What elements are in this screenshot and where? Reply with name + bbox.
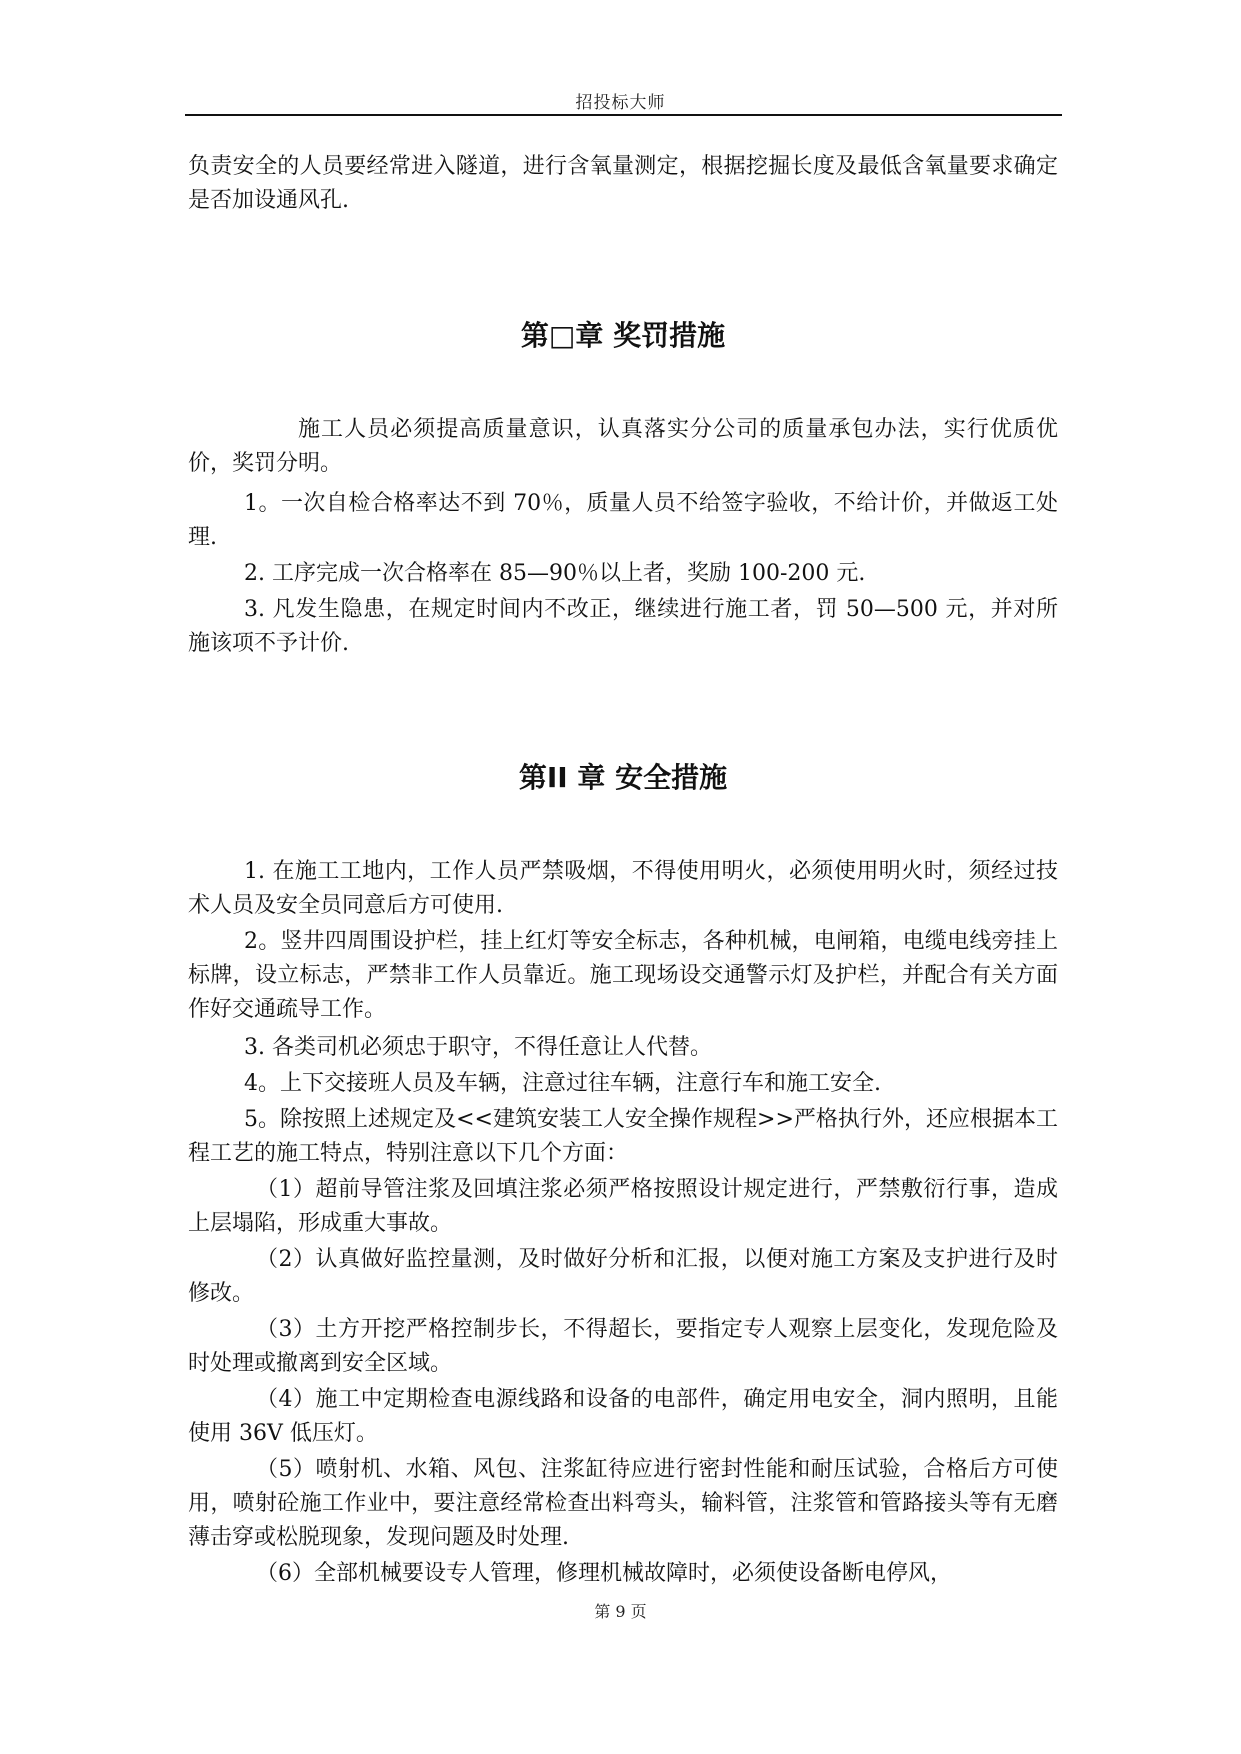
- safety-paragraph: 1. 在施工工地内，工作人员严禁吸烟，不得使用明火，必须使用明火时，须经过技术人员及安全员同意后方可使用.: [188, 859, 1058, 918]
- safety-paragraph: （6）全部机械要设专人管理，修理机械故障时，必须使设备断电停风，: [256, 1561, 952, 1586]
- safety-paragraph: （2）认真做好监控量测，及时做好分析和汇报，以便对施工方案及支护进行及时修改。: [188, 1247, 1058, 1306]
- chapter-heading-safety: 第II 章 安全措施: [518, 761, 728, 794]
- header-divider: [185, 114, 1062, 116]
- intro-paragraph: 负责安全的人员要经常进入隧道，进行含氧量测定，根据挖掘长度及最低含氧量要求确定是否加设通风孔.: [188, 154, 1058, 213]
- document-header-title: 招投标大师: [575, 93, 666, 113]
- safety-paragraph: （3）土方开挖严格控制步长，不得超长，要指定专人观察上层变化，发现危险及时处理或撤离到安全区域。: [188, 1317, 1058, 1376]
- safety-paragraph: 2。竖井四周围设护栏，挂上红灯等安全标志，各种机械，电闸箱，电缆电线旁挂上标牌，设立标志，严禁非工作人员靠近。施工现场设交通警示灯及护栏，并配合有关方面作好交通疏导工作。: [188, 929, 1058, 1022]
- rewards-paragraph: 3. 凡发生隐患，在规定时间内不改正，继续进行施工者，罚 50—500 元，并对所施该项不予计价.: [188, 597, 1058, 656]
- safety-paragraph: 3. 各类司机必须忠于职守，不得任意让人代替。: [244, 1035, 712, 1060]
- safety-paragraph: （1）超前导管注浆及回填注浆必须严格按照设计规定进行，严禁敷衍行事，造成上层塌陷，形成重大事故。: [188, 1177, 1058, 1236]
- safety-paragraph: （4）施工中定期检查电源线路和设备的电部件，确定用电安全，洞内照明，且能使用 36V 低压灯。: [188, 1387, 1058, 1446]
- safety-paragraph: （5）喷射机、水箱、风包、注浆缸待应进行密封性能和耐压试验，合格后方可使用，喷射砼施工作业中，要注意经常检查出料弯头，输料管，注浆管和管路接头等有无磨薄击穿或松脱现象，发现问题及时处理.: [188, 1457, 1058, 1550]
- rewards-paragraph: 2. 工序完成一次合格率在 85—90％以上者，奖励 100-200 元.: [244, 561, 866, 586]
- rewards-paragraph: 1。一次自检合格率达不到 70％，质量人员不给签字验收，不给计价，并做返工处理.: [188, 491, 1058, 550]
- page-number: 第 9 页: [594, 1602, 647, 1621]
- safety-paragraph: 5。除按照上述规定及<<建筑安装工人安全操作规程>>严格执行外，还应根据本工程工艺的施工特点，特别注意以下几个方面：: [188, 1107, 1058, 1166]
- safety-paragraph: 4。上下交接班人员及车辆，注意过往车辆，注意行车和施工安全.: [244, 1071, 881, 1096]
- chapter-heading-rewards: 第□章 奖罚措施: [520, 319, 726, 352]
- rewards-paragraph: 施工人员必须提高质量意识，认真落实分公司的质量承包办法，实行优质优价，奖罚分明。: [188, 417, 1058, 476]
